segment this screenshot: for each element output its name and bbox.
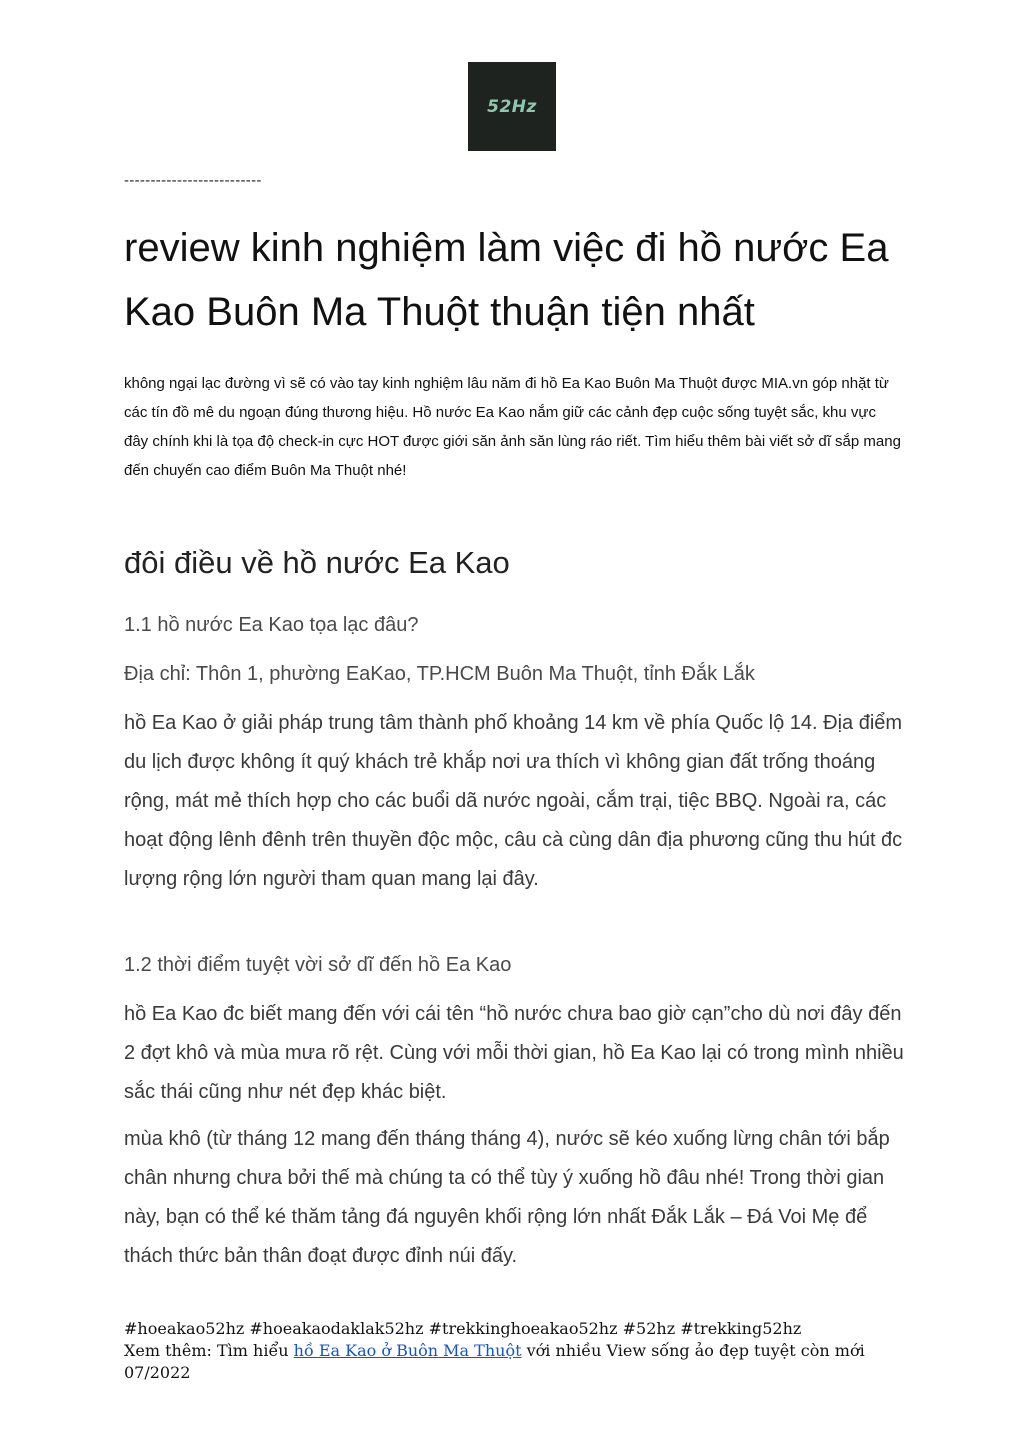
footer: [124, 1318, 904, 1384]
page-title: review kinh nghiệm làm việc đi hồ nước Ea Kao Buôn Ma Thuột thuận tiện nhất: [124, 226, 889, 334]
see-more-suffix: với nhiều View sống ảo đẹp tuyệt còn mới 07/2022: [124, 1341, 865, 1382]
subheading-best-time: 1.2 thời điểm tuyệt vời sở dĩ đến hồ Ea Kao: [124, 954, 512, 976]
section-heading: đôi điều về hồ nước Ea Kao: [124, 545, 510, 580]
see-more-line: [124, 1340, 904, 1384]
hashtags: #hoeakao52hz #hoeakaodaklak52hz #trekkinghoeakao52hz #52hz #trekking52hz: [124, 1319, 802, 1338]
dashed-divider: --------------------------: [124, 172, 262, 189]
logo-text: 52Hz: [487, 96, 537, 117]
ea-kao-link[interactable]: hồ Ea Kao ở Buôn Ma Thuột: [293, 1341, 522, 1360]
see-more-prefix: Xem thêm: Tìm hiểu: [124, 1341, 294, 1360]
intro-paragraph: không ngại lạc đường vì sẽ có vào tay kinh nghiệm lâu năm đi hồ Ea Kao Buôn Ma Thuột được MIA.vn góp nhặt từ các tín đồ mê du ngoạn đúng thương hiệu. Hồ nước Ea Kao nắm giữ các cảnh đẹp cuộc sống tuyệt sắc, khu vực đây chính khi là tọa độ check-in cực HOT được giới săn ảnh săn lùng ráo riết. Tìm hiểu thêm bài viết sở dĩ sắp mang đến chuyến cao điểm Buôn Ma Thuột nhé!: [124, 375, 901, 479]
subheading-location: 1.1 hồ nước Ea Kao tọa lạc đâu?: [124, 614, 419, 636]
address-line: Địa chỉ: Thôn 1, phường EaKao, TP.HCM Buôn Ma Thuột, tỉnh Đắk Lắk: [124, 663, 755, 685]
brand-logo: [468, 62, 556, 151]
best-time-paragraph: hồ Ea Kao đc biết mang đến với cái tên “hồ nước chưa bao giờ cạn”cho dù nơi đây đến 2 đợt khô và mùa mưa rõ rệt. Cùng với mỗi thời gian, hồ Ea Kao lại có trong mình nhiều sắc thái cũng như nét đẹp khác biệt.: [124, 1003, 904, 1103]
dry-season-paragraph: mùa khô (từ tháng 12 mang đến tháng tháng 4), nước sẽ kéo xuống lừng chân tới bắp chân nhưng chưa bởi thế mà chúng ta có thể tùy ý xuống hồ đâu nhé! Trong thời gian này, bạn có thể ké thăm tảng đá nguyên khối rộng lớn nhất Đắk Lắk – Đá Voi Mẹ để thách thức bản thân đoạt được đỉnh núi đấy.: [124, 1128, 890, 1267]
location-paragraph: hồ Ea Kao ở giải pháp trung tâm thành phố khoảng 14 km về phía Quốc lộ 14. Địa điểm du lịch được không ít quý khách trẻ khắp nơi ưa thích vì không gian đất trống thoáng rộng, mát mẻ thích hợp cho các buổi dã nước ngoài, cắm trại, tiệc BBQ. Ngoài ra, các hoạt động lênh đênh trên thuyền độc mộc, câu cà cùng dân địa phương cũng thu hút đc lượng rộng lớn người tham quan mang lại đây.: [124, 712, 903, 890]
